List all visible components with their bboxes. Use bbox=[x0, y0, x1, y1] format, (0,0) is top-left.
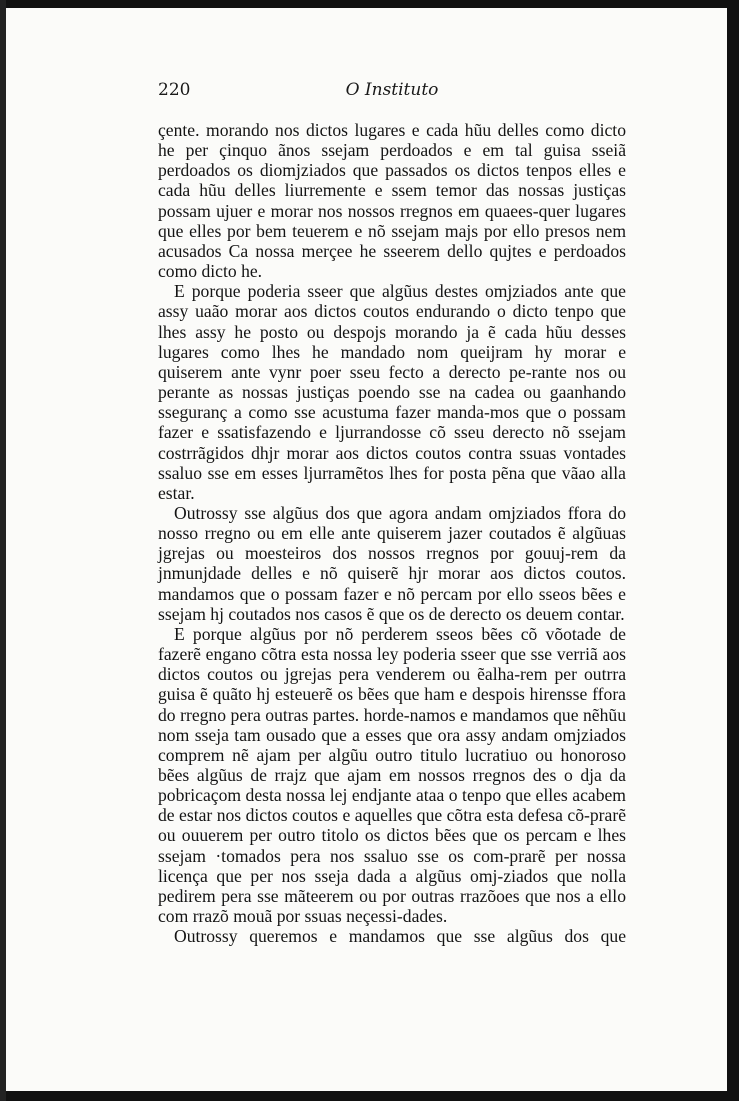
page-number: 220 bbox=[158, 80, 191, 100]
running-title: O Instituto bbox=[345, 80, 439, 100]
page-header bbox=[158, 80, 626, 110]
scan-edge bbox=[0, 0, 6, 1101]
paragraph: E porque algũus por nõ perderem sseos bẽes cõ võotade de fazerẽ engano cõtra esta nossa ley poderia sseer que sse verriã aos dictos coutos ou jgrejas pera venderem ou ẽalha-rem per outrra guisa ẽ quãto hj esteuerẽ os bẽes que ham e despois hirensse ffora do rregno pera outras partes. horde-namos e mandamos que nẽhũu nom sseja tam ousado que a esses que ora assy andam omjziados comprem nẽ ajam per algũu outro titulo lucratiuo ou honoroso bẽes algũus de rrajz que ajam em nossos rregnos des o dja da pobricaçom desta nossa lej endjante ataa o tenpo que elles acabem de estar nos dictos coutos e aquelles que cõtra esta defesa cõ-prarẽ ou ouuerem per outro titolo os dictos bẽes que os percam e lhes ssejam ·tomados pera nos ssaluo sse os com-prarẽ per nossa licença que per nos sseja dada a algũus omj-ziados que nolla pedirem pera sse mãteerem ou por outras rrazõoes que nos a ello com rrazõ mouã por ssuas neçessi-dades. bbox=[158, 623, 626, 927]
paragraph: Outrossy sse algũus dos que agora andam omjziados ffora do nosso rregno ou em elle ante quiserem jazer coutados ẽ algũuas jgrejas ou moesteiros dos nossos rregnos por gouuj-rem da jnmunjdade delles e nõ quiserẽ hjr morar aos dictos coutos. mandamos que o possam fazer e nõ percam por ello sseos bẽes e ssejam hj coutados nos casos ẽ que os de derecto os deuem contar. bbox=[158, 502, 626, 624]
paragraph: çente. morando nos dictos lugares e cada hũu delles como dicto he per çinquo ãnos ssejam perdoados e em tal guisa sseiã perdoados os diomjziados que passados os dictos tenpos elles e cada hũu delles liurremente e ssem temor das nossas justiças possam ujuer e morar nos nossos rregnos em quaees-quer lugares que elles por bem teuerem e nõ ssejam majs por ello presos nem acusados Ca nossa merçee he sseerem dello qujtes e perdoados como dicto he. bbox=[158, 120, 626, 282]
paragraph: Outrossy queremos e mandamos que sse algũus dos que bbox=[174, 926, 626, 947]
paragraph: E porque poderia sseer que algũus destes omjziados ante que assy uaão morar aos dictos coutos endurando o dicto tenpo que lhes assy he posto ou despojs morando ja ẽ cada hũu desses lugares como lhes he mandado nom queijram hy morar e quiserem ante vynr poer sseu fecto a derecto pe-rante nos ou perante as nossas justiças poendo sse na cadea ou gaanhando sseguranç a como sse acustuma fazer manda-mos que o possam fazer e ssatisfazendo e ljurrandosse cõ sseu derecto nõ ssejam costrrãgidos dhjr morar aos dictos coutos contra ssuas vontades ssaluo sse em esses ljurramẽtos lhes for posta pẽna que vãao alla estar. bbox=[158, 281, 626, 503]
body-text bbox=[158, 120, 626, 946]
